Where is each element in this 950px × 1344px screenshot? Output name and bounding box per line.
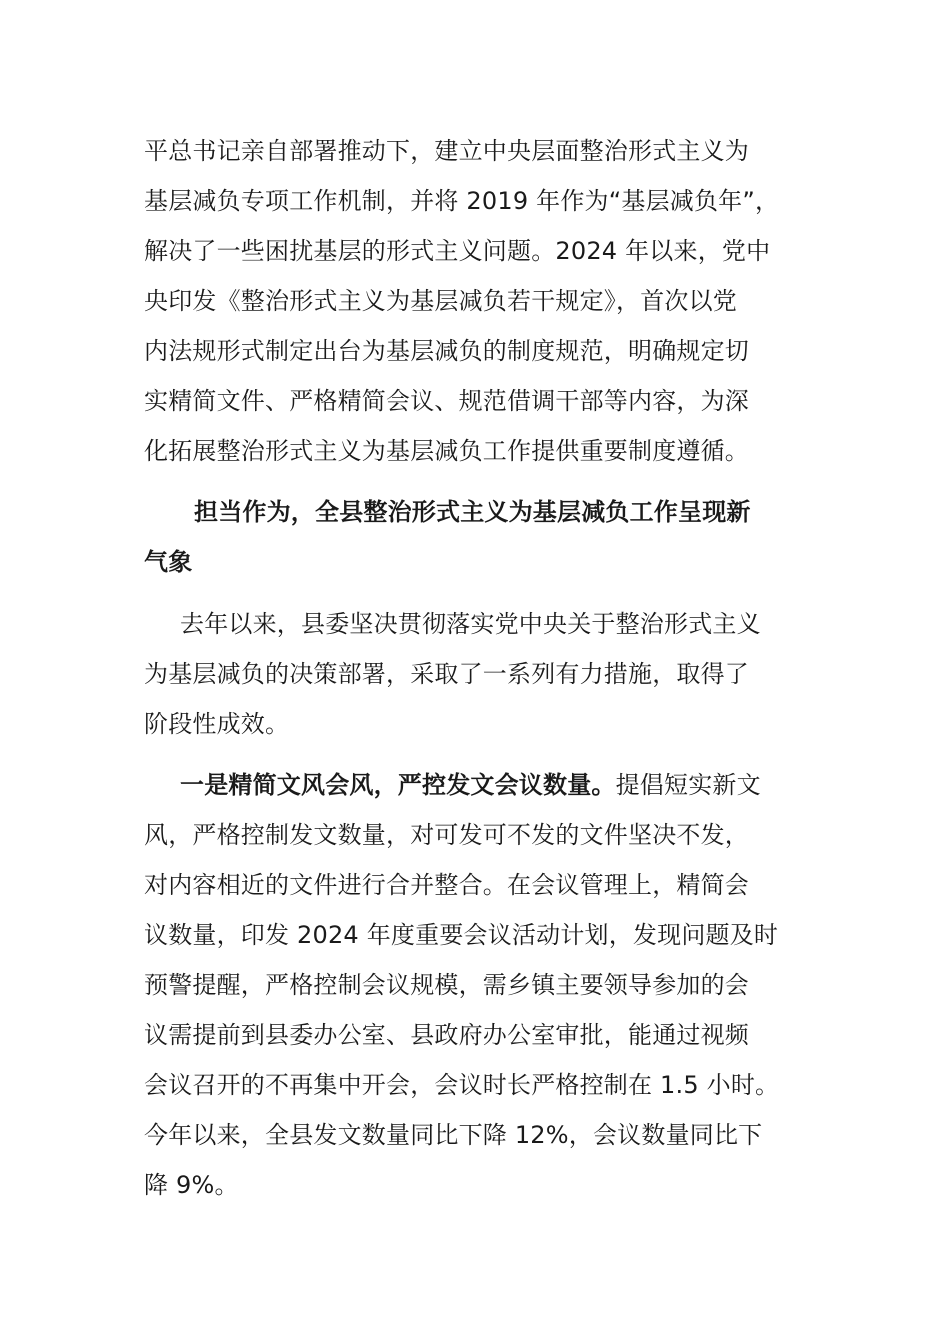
paragraph-3-line-7: 会议召开的不再集中开会，会议时长严格控制在 1.5 小时。 <box>144 1071 780 1099</box>
paragraph-2-line-3: 阶段性成效。 <box>144 710 290 738</box>
paragraph-1-line-1: 平总书记亲自部署推动下，建立中央层面整治形式主义为 <box>144 137 749 165</box>
paragraph-3-line-8: 今年以来，全县发文数量同比下降 12%，会议数量同比下 <box>144 1121 763 1149</box>
paragraph-2-line-1: 去年以来，县委坚决贯彻落实党中央关于整治形式主义 <box>180 610 761 638</box>
paragraph-3-line-1-rest: 提倡短实新文 <box>615 771 761 799</box>
paragraph-1-line-2: 基层减负专项工作机制，并将 2019 年作为“基层减负年”， <box>144 187 780 215</box>
section-heading-line-2: 气象 <box>144 548 193 576</box>
paragraph-3-line-6: 议需提前到县委办公室、县政府办公室审批，能通过视频 <box>144 1021 749 1049</box>
paragraph-3-lead: 一是精简文风会风，严控发文会议数量。 <box>180 771 616 799</box>
paragraph-1-line-3: 解决了一些困扰基层的形式主义问题。2024 年以来，党中 <box>144 237 771 265</box>
paragraph-3-line-2: 风，严格控制发文数量，对可发可不发的文件坚决不发， <box>144 821 749 849</box>
paragraph-1-line-6: 实精简文件、严格精简会议、规范借调干部等内容，为深 <box>144 387 749 415</box>
paragraph-3-line-9: 降 9%。 <box>144 1171 239 1199</box>
paragraph-1-line-4: 央印发《整治形式主义为基层减负若干规定》，首次以党 <box>144 287 737 315</box>
paragraph-1-line-7: 化拓展整治形式主义为基层减负工作提供重要制度遵循。 <box>144 437 749 465</box>
paragraph-3-line-1 <box>180 768 761 802</box>
paragraph-1-line-5: 内法规形式制定出台为基层减负的制度规范，明确规定切 <box>144 337 749 365</box>
paragraph-2-line-2: 为基层减负的决策部署，采取了一系列有力措施，取得了 <box>144 660 749 688</box>
section-heading-line-1: 担当作为，全县整治形式主义为基层减负工作呈现新 <box>194 498 751 526</box>
paragraph-3-line-5: 预警提醒，严格控制会议规模，需乡镇主要领导参加的会 <box>144 971 749 999</box>
paragraph-3-line-3: 对内容相近的文件进行合并整合。在会议管理上，精简会 <box>144 871 749 899</box>
paragraph-3-line-4: 议数量，印发 2024 年度重要会议活动计划，发现问题及时 <box>144 921 779 949</box>
